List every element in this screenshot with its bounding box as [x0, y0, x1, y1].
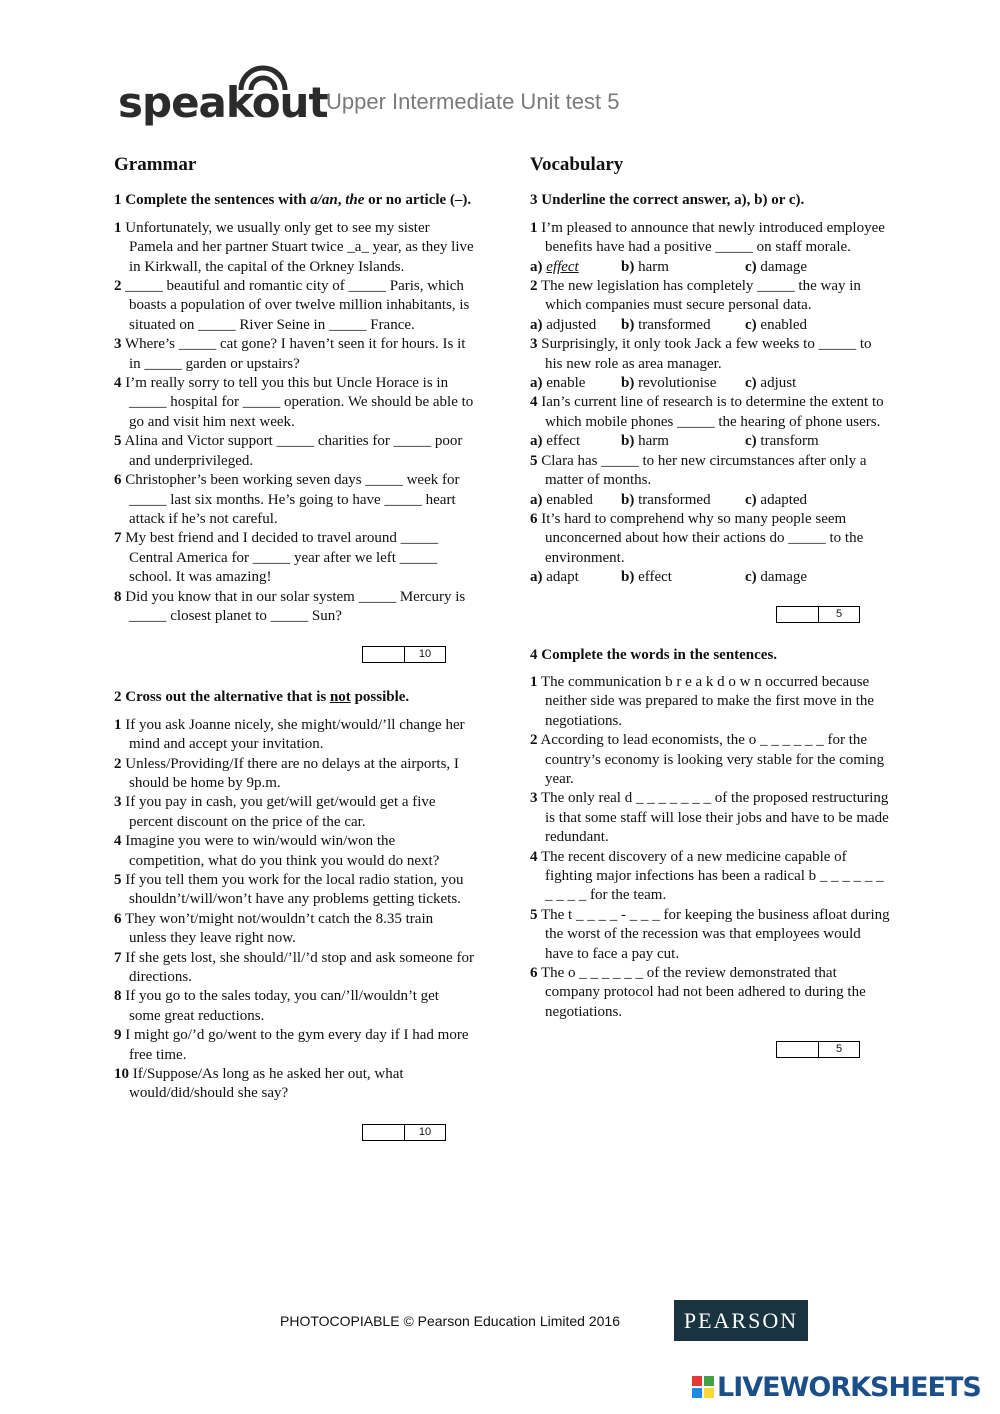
- option-c[interactable]: c) adjust: [745, 374, 796, 393]
- answer-options: [530, 374, 890, 393]
- item-number: 6: [114, 910, 122, 927]
- option-a[interactable]: a) adapt: [530, 568, 621, 587]
- item-text: Christopher’s been working seven days _____ week for _____ last six months. He’s going to have _____ heart attack if he’s not careful.: [125, 472, 460, 527]
- watermark-text: LIVEWORKSHEETS: [717, 1372, 981, 1403]
- item-number: 7: [114, 530, 122, 547]
- item-number: 4: [114, 833, 122, 850]
- option-b[interactable]: b) transformed: [621, 316, 745, 335]
- score-total: 10: [418, 1125, 432, 1138]
- item-text: I’m pleased to announce that newly introduced employee benefits have had a positive _____ on staff morale.: [541, 219, 885, 256]
- item-number: 5: [114, 433, 122, 450]
- exercise-item[interactable]: [114, 949, 474, 988]
- option-text: transform: [760, 433, 819, 450]
- item-text: Unless/Providing/If there are no delays at the airports, I should be home by 9p.m.: [125, 755, 459, 791]
- item-text: Clara has _____ to her new circumstances after only a matter of months.: [541, 452, 867, 489]
- item-text: Imagine you were to win/would win/won the competition, what do you think you would do next?: [125, 833, 440, 869]
- option-text: harm: [638, 433, 669, 450]
- score-input[interactable]: [363, 647, 405, 662]
- watermark: [692, 1372, 981, 1403]
- item-number: 2: [530, 732, 538, 749]
- option-a[interactable]: a) adjusted: [530, 316, 621, 335]
- item-number: 10: [114, 1066, 129, 1083]
- item-text: The recent discovery of a new medicine capable of fighting major infections has been a radical b _ _ _ _ _ _ _ _ _ _ for the team.: [540, 848, 884, 904]
- option-text: adapt: [546, 569, 579, 586]
- exercise-item[interactable]: [530, 335, 890, 374]
- copyright-notice: PHOTOCOPIABLE © Pearson Education Limited 2016: [280, 1313, 621, 1329]
- item-text: If you ask Joanne nicely, she might/would/’ll change her mind and accept your invitation.: [125, 716, 465, 753]
- option-text: effect: [546, 433, 581, 450]
- exercise-1-list: [114, 219, 474, 627]
- item-number: 7: [114, 949, 122, 966]
- exercise-item[interactable]: [114, 871, 474, 910]
- option-text: enabled: [546, 491, 593, 508]
- publisher-logo: PEARSON: [674, 1300, 808, 1341]
- option-text: effect: [546, 258, 579, 275]
- vocabulary-section: [530, 155, 890, 1061]
- score-total: 5: [835, 607, 843, 620]
- option-text: revolutionise: [638, 375, 717, 392]
- exercise-item[interactable]: [114, 277, 474, 335]
- item-number: 4: [530, 848, 538, 865]
- item-text: Surprisingly, it only took Jack a few weeks to _____ to his new role as area manager.: [541, 336, 872, 372]
- item-number: 3: [114, 794, 122, 811]
- option-text: damage: [760, 569, 808, 586]
- exercise-item[interactable]: [530, 452, 890, 491]
- answer-options: [530, 568, 890, 587]
- item-number: 2: [114, 755, 122, 772]
- option-text: harm: [638, 258, 669, 275]
- option-text: transformed: [638, 491, 711, 508]
- score-total: 10: [418, 648, 432, 661]
- exercise-item[interactable]: [114, 793, 474, 832]
- item-text: They won’t/might not/wouldn’t catch the 8.35 train unless they leave right now.: [124, 910, 434, 947]
- score-box[interactable]: [776, 1041, 860, 1058]
- exercise-item[interactable]: [530, 906, 890, 964]
- item-number: 6: [530, 965, 538, 982]
- grammar-section: [114, 155, 474, 1144]
- exercise-item[interactable]: [114, 588, 474, 627]
- option-c[interactable]: c) enabled: [745, 316, 807, 335]
- item-number: 4: [530, 394, 538, 411]
- item-text: I’m really sorry to tell you this but Uncle Horace is in _____ hospital for _____ operation. We should be able to go and visit him next week.: [125, 375, 474, 430]
- exercise-item[interactable]: [530, 219, 890, 258]
- score-input[interactable]: [363, 1125, 405, 1140]
- option-text: enabled: [760, 316, 808, 333]
- option-a[interactable]: a) effect: [530, 432, 621, 451]
- item-number: 8: [114, 988, 122, 1005]
- section-title: Grammar: [114, 154, 197, 175]
- item-text: If you go to the sales today, you can/’ll/wouldn’t get some great reductions.: [125, 988, 439, 1024]
- exercise-item[interactable]: [114, 219, 474, 277]
- item-text: Alina and Victor support _____ charities for _____ poor and underprivileged.: [124, 433, 463, 469]
- option-a[interactable]: a) effect: [530, 258, 621, 277]
- item-number: 9: [114, 1027, 122, 1044]
- option-b[interactable]: b) harm: [621, 258, 745, 277]
- page-title: Upper Intermediate Unit test 5: [326, 89, 620, 114]
- item-text: Did you know that in our solar system _____ Mercury is _____ closest planet to _____ Sun?: [125, 588, 466, 624]
- option-a[interactable]: a) enabled: [530, 491, 621, 510]
- exercise-item[interactable]: [114, 471, 474, 529]
- exercise-item[interactable]: [530, 848, 890, 906]
- score-input[interactable]: [777, 1042, 819, 1057]
- score-box[interactable]: [776, 606, 860, 623]
- item-text: The new legislation has completely _____ the way in which companies must secure personal data.: [540, 278, 861, 314]
- exercise-instruction: 4 Complete the words in the sentences.: [530, 646, 778, 663]
- exercise-item[interactable]: [114, 335, 474, 374]
- exercise-item[interactable]: [530, 964, 890, 1022]
- liveworksheets-icon: [692, 1376, 714, 1398]
- score-total: 5: [835, 1043, 843, 1056]
- option-c[interactable]: c) transform: [745, 432, 819, 451]
- option-b[interactable]: b) transformed: [621, 491, 745, 510]
- item-number: 6: [114, 472, 122, 489]
- item-text: _____ beautiful and romantic city of _____ Paris, which boasts a population of over twelve million inhabitants, is situated on _____ River Seine in _____ France.: [125, 278, 470, 333]
- option-b[interactable]: b) effect: [621, 568, 745, 587]
- exercise-item[interactable]: [530, 789, 890, 847]
- item-number: 3: [530, 336, 538, 353]
- item-number: 3: [530, 790, 538, 807]
- option-text: adjusted: [546, 316, 597, 333]
- item-number: 5: [530, 452, 538, 469]
- item-text: Unfortunately, we usually only get to see my sister Pamela and her partner Stuart twice _a_ year, as they live in Kirkwall, the capital of the Orkney Islands.: [125, 219, 474, 275]
- exercise-instruction: 1 Complete the sentences with a/an, the or no article (–).: [114, 192, 472, 209]
- item-text: It’s hard to comprehend why so many people seem unconcerned about how their actions do _____ to the environment.: [541, 510, 864, 566]
- item-text: The t _ _ _ _ - _ _ _ for keeping the business afloat during the worst of the recession was that employees would have to face a pay cut.: [540, 906, 890, 962]
- item-number: 1: [530, 219, 538, 236]
- score-box[interactable]: [362, 646, 446, 663]
- exercise-2-list: [114, 716, 474, 1104]
- answer-options: [530, 316, 890, 335]
- item-number: 2: [530, 278, 538, 295]
- option-a[interactable]: a) enable: [530, 374, 621, 393]
- logo: speakout: [118, 78, 328, 127]
- answer-options: [530, 258, 890, 277]
- answer-options: [530, 432, 890, 451]
- option-c[interactable]: c) damage: [745, 258, 807, 277]
- item-number: 3: [114, 336, 122, 353]
- exercise-item[interactable]: [114, 987, 474, 1026]
- exercise-4-list: [530, 673, 890, 1022]
- option-c[interactable]: c) damage: [745, 568, 807, 587]
- exercise-item[interactable]: [530, 510, 890, 568]
- item-text: The o _ _ _ _ _ _ of the review demonstrated that company protocol had not been adhered to during the negotiations.: [540, 965, 866, 1020]
- option-text: transformed: [638, 316, 711, 333]
- item-text: The only real d _ _ _ _ _ _ _ of the proposed restructuring is that some staff will lose their jobs and have to be made redundant.: [540, 790, 889, 846]
- item-text: If she gets lost, she should/’ll/’d stop and ask someone for directions.: [125, 949, 474, 986]
- exercise-instruction: 3 Underline the correct answer, a), b) or c).: [530, 192, 805, 209]
- item-number: 1: [114, 716, 122, 733]
- item-number: 5: [530, 906, 538, 923]
- item-number: 2: [114, 278, 122, 295]
- exercise-item[interactable]: [114, 374, 474, 432]
- item-text: My best friend and I decided to travel around _____ Central America for _____ year after we left _____ school. It was amazing!: [125, 530, 439, 586]
- item-text: If you tell them you work for the local radio station, you shouldn’t/will/won’t have any problems getting tickets.: [125, 872, 464, 908]
- exercise-item[interactable]: [114, 1026, 474, 1065]
- section-title: Vocabulary: [530, 154, 624, 175]
- item-number: 4: [114, 375, 122, 392]
- exercise-item[interactable]: [114, 832, 474, 871]
- exercise-item[interactable]: [114, 716, 474, 755]
- answer-options: [530, 491, 890, 510]
- item-text: Where’s _____ cat gone? I haven’t seen it for hours. Is it in _____ garden or upstairs?: [124, 336, 466, 372]
- exercise-3-list: [530, 219, 890, 588]
- item-number: 1: [114, 219, 122, 236]
- option-text: adapted: [760, 491, 808, 508]
- option-text: enable: [546, 375, 586, 392]
- item-text: I might go/’d go/went to the gym every day if I had more free time.: [125, 1027, 469, 1063]
- option-text: adjust: [760, 375, 797, 392]
- item-text: If/Suppose/As long as he asked her out, what would/did/should she say?: [129, 1066, 404, 1102]
- option-b[interactable]: b) harm: [621, 432, 745, 451]
- option-text: effect: [638, 569, 672, 586]
- option-text: damage: [760, 258, 808, 275]
- exercise-item[interactable]: [530, 731, 890, 789]
- exercise-item[interactable]: [530, 673, 890, 731]
- score-box[interactable]: [362, 1124, 446, 1141]
- exercise-item[interactable]: [114, 755, 474, 794]
- item-text: If you pay in cash, you get/will get/would get a five percent discount on the price of the car.: [125, 794, 436, 830]
- exercise-item[interactable]: [530, 393, 890, 432]
- exercise-instruction: 2 Cross out the alternative that is not possible.: [114, 689, 410, 706]
- exercise-item[interactable]: [114, 1065, 474, 1104]
- exercise-item[interactable]: [114, 910, 474, 949]
- score-input[interactable]: [777, 607, 819, 622]
- item-number: 8: [114, 588, 122, 605]
- exercise-item[interactable]: [114, 529, 474, 587]
- option-c[interactable]: c) adapted: [745, 491, 807, 510]
- item-text: According to lead economists, the o _ _ _ _ _ _ for the country’s economy is looking very stable for the coming year.: [540, 732, 885, 787]
- exercise-item[interactable]: [114, 432, 474, 471]
- option-b[interactable]: b) revolutionise: [621, 374, 745, 393]
- exercise-item[interactable]: [530, 277, 890, 316]
- item-text: The communication b r e a k d o w n occurred because neither side was prepared to make the first move in the negotiations.: [540, 673, 875, 729]
- item-number: 6: [530, 510, 538, 527]
- item-number: 5: [114, 872, 122, 888]
- item-number: 1: [530, 673, 538, 690]
- item-text: Ian’s current line of research is to determine the extent to which mobile phones _____ the hearing of phone users.: [541, 394, 884, 430]
